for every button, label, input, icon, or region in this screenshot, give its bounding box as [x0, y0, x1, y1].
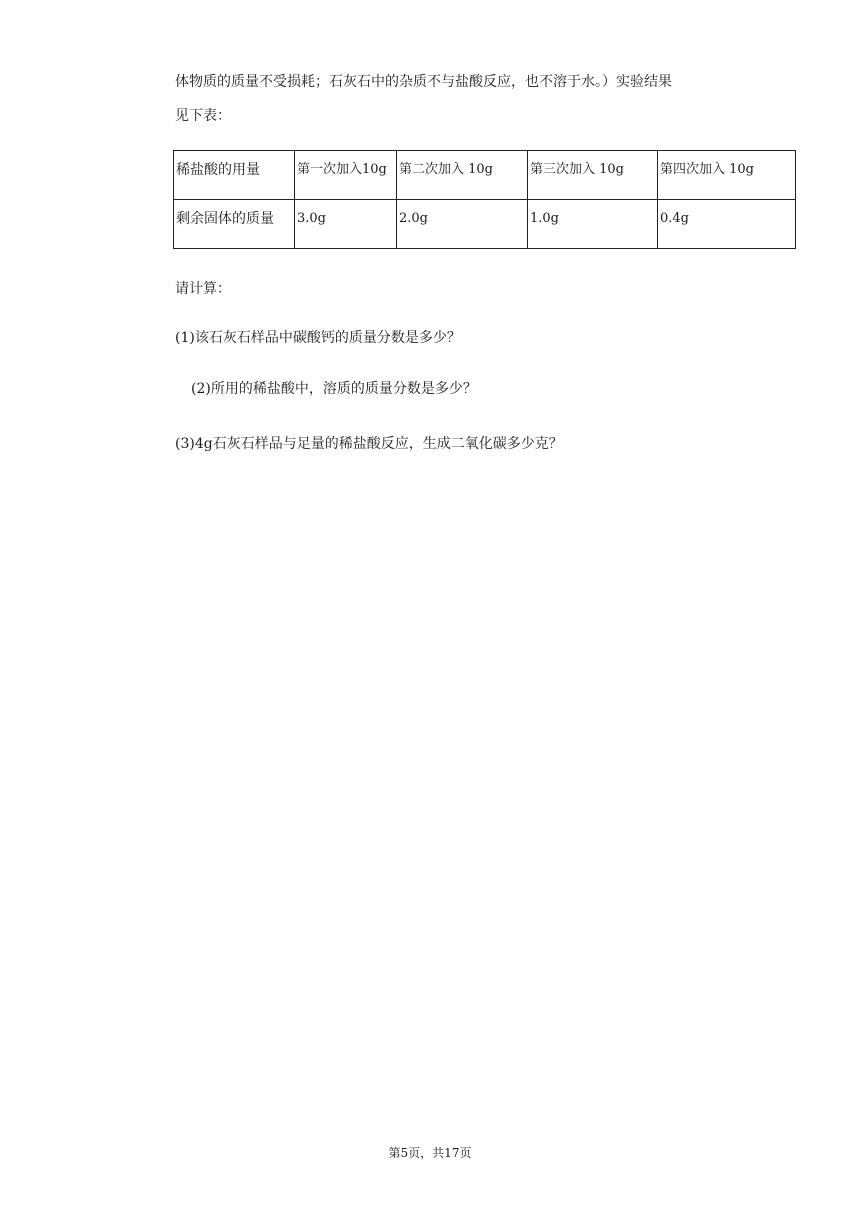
table-header-row — [174, 151, 796, 200]
calculation-prompt: 请计算： — [175, 281, 231, 297]
table-cell-remaining-1: 3.0g — [295, 200, 397, 249]
table-row — [174, 200, 796, 249]
experiment-results-table — [173, 150, 796, 249]
table-cell-acid-amount-label: 稀盐酸的用量 — [174, 151, 295, 200]
question-1: (1)该石灰石样品中碳酸钙的质量分数是多少？ — [175, 330, 461, 346]
intro-text-line-1: 体物质的质量不受损耗；石灰石中的杂质不与盐酸反应，也不溶于水。）实验结果 — [175, 74, 672, 90]
table-cell-third-addition: 第三次加入 10g — [528, 151, 658, 200]
table-cell-first-addition: 第一次加入10g — [295, 151, 397, 200]
table-cell-remaining-solid-label: 剩余固体的质量 — [174, 200, 295, 249]
question-3: (3)4g石灰石样品与足量的稀盐酸反应，生成二氧化碳多少克？ — [175, 436, 563, 452]
question-2: (2)所用的稀盐酸中，溶质的质量分数是多少？ — [191, 381, 477, 397]
table-cell-remaining-4: 0.4g — [658, 200, 796, 249]
page-footer: 第5页，共17页 — [388, 1146, 472, 1160]
table-cell-fourth-addition: 第四次加入 10g — [658, 151, 796, 200]
table-cell-second-addition: 第二次加入 10g — [397, 151, 528, 200]
intro-text-line-2: 见下表： — [175, 108, 231, 124]
table-cell-remaining-3: 1.0g — [528, 200, 658, 249]
table-cell-remaining-2: 2.0g — [397, 200, 528, 249]
